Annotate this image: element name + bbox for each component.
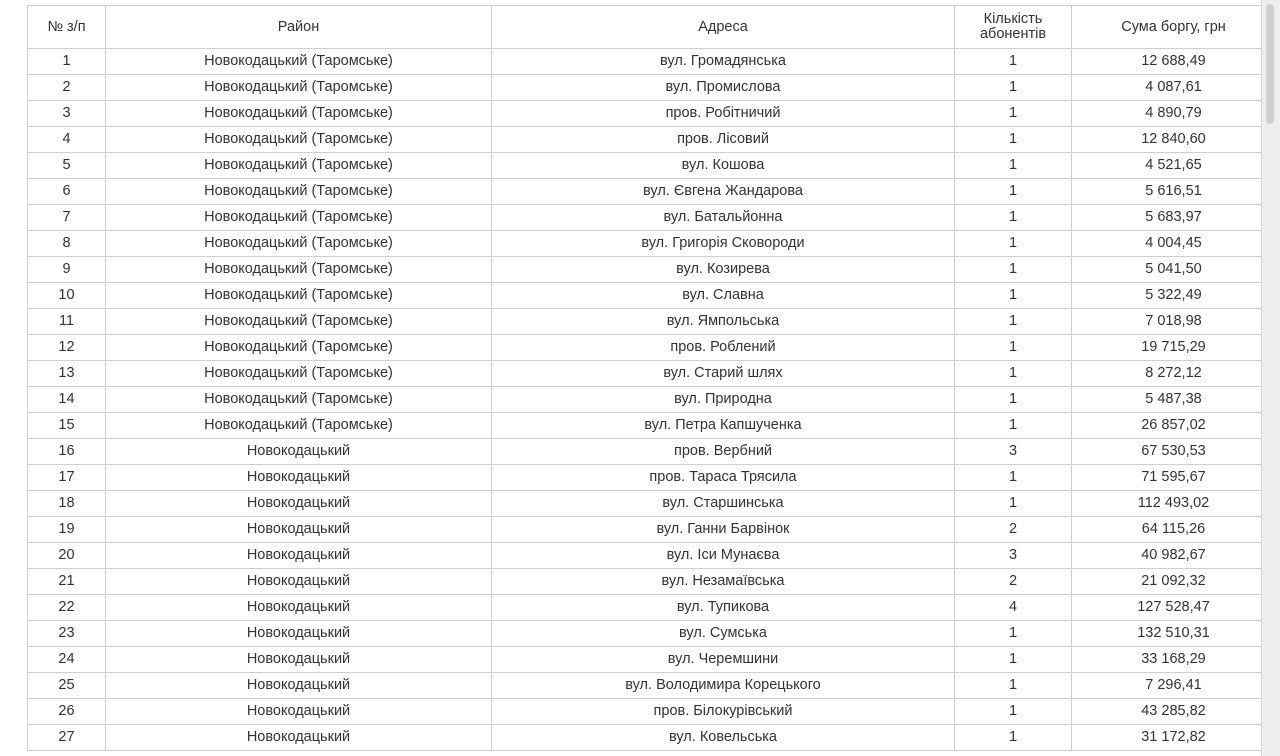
cell-district: Новокодацький [106,491,492,517]
cell-address: вул. Ганни Барвінок [492,517,955,543]
cell-sum: 4 890,79 [1072,101,1276,127]
table-row [28,283,1276,309]
cell-address: вул. Батальйонна [492,205,955,231]
cell-count: 1 [955,179,1072,205]
table-row [28,75,1276,101]
cell-address: вул. Старшинська [492,491,955,517]
cell-num: 6 [28,179,106,205]
cell-num: 26 [28,699,106,725]
cell-count: 2 [955,569,1072,595]
cell-address: вул. Сумська [492,621,955,647]
cell-count: 1 [955,647,1072,673]
cell-address: пров. Робітничий [492,101,955,127]
cell-sum: 4 521,65 [1072,153,1276,179]
cell-sum: 19 715,29 [1072,335,1276,361]
cell-count: 1 [955,153,1072,179]
cell-address: вул. Григорія Сковороди [492,231,955,257]
cell-count: 1 [955,387,1072,413]
cell-district: Новокодацький (Таромське) [106,283,492,309]
cell-count: 1 [955,413,1072,439]
cell-num: 7 [28,205,106,231]
cell-address: вул. Володимира Корецького [492,673,955,699]
header-sum: Сума боргу, грн [1072,6,1276,49]
cell-address: вул. Черемшини [492,647,955,673]
cell-sum: 8 272,12 [1072,361,1276,387]
cell-count: 1 [955,335,1072,361]
cell-sum: 5 683,97 [1072,205,1276,231]
cell-district: Новокодацький (Таромське) [106,361,492,387]
cell-address: вул. Ямпольська [492,309,955,335]
table-row [28,517,1276,543]
cell-address: вул. Славна [492,283,955,309]
header-count: Кількість абонентів [955,6,1072,49]
cell-count: 1 [955,231,1072,257]
cell-num: 16 [28,439,106,465]
cell-address: пров. Лісовий [492,127,955,153]
cell-district: Новокодацький (Таромське) [106,413,492,439]
cell-count: 3 [955,439,1072,465]
cell-address: вул. Козирева [492,257,955,283]
cell-num: 27 [28,725,106,751]
cell-district: Новокодацький (Таромське) [106,127,492,153]
cell-district: Новокодацький [106,673,492,699]
cell-count: 1 [955,361,1072,387]
cell-count: 2 [955,517,1072,543]
cell-count: 1 [955,257,1072,283]
cell-num: 1 [28,49,106,75]
cell-num: 4 [28,127,106,153]
cell-num: 13 [28,361,106,387]
table-row [28,179,1276,205]
cell-district: Новокодацький (Таромське) [106,309,492,335]
cell-address: вул. Ковельська [492,725,955,751]
cell-district: Новокодацький [106,517,492,543]
cell-district: Новокодацький (Таромське) [106,387,492,413]
cell-num: 18 [28,491,106,517]
table-row [28,647,1276,673]
cell-num: 20 [28,543,106,569]
cell-sum: 67 530,53 [1072,439,1276,465]
header-num: № з/п [28,6,106,49]
cell-sum: 21 092,32 [1072,569,1276,595]
cell-district: Новокодацький [106,439,492,465]
cell-address: пров. Вербний [492,439,955,465]
table-row [28,569,1276,595]
table-row [28,153,1276,179]
cell-count: 1 [955,205,1072,231]
cell-sum: 5 041,50 [1072,257,1276,283]
cell-district: Новокодацький [106,465,492,491]
header-row [28,6,1276,49]
cell-address: пров. Білокурівський [492,699,955,725]
cell-sum: 5 616,51 [1072,179,1276,205]
table-row [28,361,1276,387]
cell-count: 1 [955,491,1072,517]
table-header [28,6,1276,49]
cell-num: 9 [28,257,106,283]
cell-num: 8 [28,231,106,257]
cell-district: Новокодацький (Таромське) [106,231,492,257]
cell-num: 10 [28,283,106,309]
cell-sum: 31 172,82 [1072,725,1276,751]
cell-address: вул. Незамаївська [492,569,955,595]
cell-sum: 12 840,60 [1072,127,1276,153]
cell-count: 1 [955,75,1072,101]
table-row [28,49,1276,75]
cell-num: 3 [28,101,106,127]
cell-address: вул. Іси Мунаєва [492,543,955,569]
table-row [28,673,1276,699]
cell-num: 5 [28,153,106,179]
cell-district: Новокодацький (Таромське) [106,101,492,127]
cell-num: 2 [28,75,106,101]
header-district: Район [106,6,492,49]
cell-num: 15 [28,413,106,439]
table-row [28,101,1276,127]
table-row [28,699,1276,725]
header-address: Адреса [492,6,955,49]
cell-address: вул. Природна [492,387,955,413]
cell-count: 1 [955,465,1072,491]
table-row [28,465,1276,491]
cell-num: 17 [28,465,106,491]
cell-count: 1 [955,699,1072,725]
cell-district: Новокодацький (Таромське) [106,49,492,75]
cell-sum: 132 510,31 [1072,621,1276,647]
cell-district: Новокодацький (Таромське) [106,257,492,283]
cell-sum: 5 322,49 [1072,283,1276,309]
cell-num: 24 [28,647,106,673]
cell-sum: 12 688,49 [1072,49,1276,75]
cell-sum: 64 115,26 [1072,517,1276,543]
cell-address: пров. Тараса Трясила [492,465,955,491]
cell-sum: 26 857,02 [1072,413,1276,439]
table-row [28,725,1276,751]
table-row [28,595,1276,621]
cell-district: Новокодацький [106,569,492,595]
cell-district: Новокодацький (Таромське) [106,205,492,231]
cell-num: 23 [28,621,106,647]
cell-sum: 7 296,41 [1072,673,1276,699]
cell-count: 1 [955,49,1072,75]
cell-sum: 112 493,02 [1072,491,1276,517]
cell-sum: 7 018,98 [1072,309,1276,335]
cell-address: вул. Старий шлях [492,361,955,387]
cell-address: вул. Євгена Жандарова [492,179,955,205]
cell-sum: 5 487,38 [1072,387,1276,413]
cell-address: вул. Петра Капшученка [492,413,955,439]
cell-sum: 33 168,29 [1072,647,1276,673]
cell-count: 1 [955,127,1072,153]
cell-sum: 71 595,67 [1072,465,1276,491]
cell-district: Новокодацький (Таромське) [106,335,492,361]
table-row [28,387,1276,413]
cell-address: вул. Громадянська [492,49,955,75]
cell-num: 21 [28,569,106,595]
cell-district: Новокодацький [106,621,492,647]
table-row [28,543,1276,569]
cell-district: Новокодацький [106,647,492,673]
cell-address: вул. Промислова [492,75,955,101]
cell-district: Новокодацький (Таромське) [106,75,492,101]
debt-table [27,5,1276,751]
cell-sum: 4 004,45 [1072,231,1276,257]
cell-count: 1 [955,725,1072,751]
cell-num: 12 [28,335,106,361]
cell-sum: 4 087,61 [1072,75,1276,101]
table-row [28,309,1276,335]
cell-address: пров. Роблений [492,335,955,361]
table-row [28,621,1276,647]
cell-num: 22 [28,595,106,621]
cell-num: 25 [28,673,106,699]
table-row [28,231,1276,257]
cell-count: 1 [955,309,1072,335]
cell-num: 11 [28,309,106,335]
cell-count: 1 [955,101,1072,127]
cell-num: 19 [28,517,106,543]
table-row [28,413,1276,439]
scrollbar-thumb[interactable] [1266,4,1274,124]
cell-district: Новокодацький [106,699,492,725]
table-body [28,49,1276,751]
cell-num: 14 [28,387,106,413]
cell-district: Новокодацький [106,725,492,751]
cell-district: Новокодацький [106,595,492,621]
cell-district: Новокодацький [106,543,492,569]
cell-count: 1 [955,673,1072,699]
cell-count: 3 [955,543,1072,569]
table-row [28,205,1276,231]
cell-count: 1 [955,283,1072,309]
table-row [28,335,1276,361]
cell-district: Новокодацький (Таромське) [106,179,492,205]
cell-sum: 40 982,67 [1072,543,1276,569]
cell-address: вул. Тупикова [492,595,955,621]
cell-sum: 127 528,47 [1072,595,1276,621]
cell-sum: 43 285,82 [1072,699,1276,725]
table-row [28,257,1276,283]
cell-count: 1 [955,621,1072,647]
table-row [28,491,1276,517]
cell-count: 4 [955,595,1072,621]
cell-district: Новокодацький (Таромське) [106,153,492,179]
cell-address: вул. Кошова [492,153,955,179]
table-row [28,127,1276,153]
table-row [28,439,1276,465]
